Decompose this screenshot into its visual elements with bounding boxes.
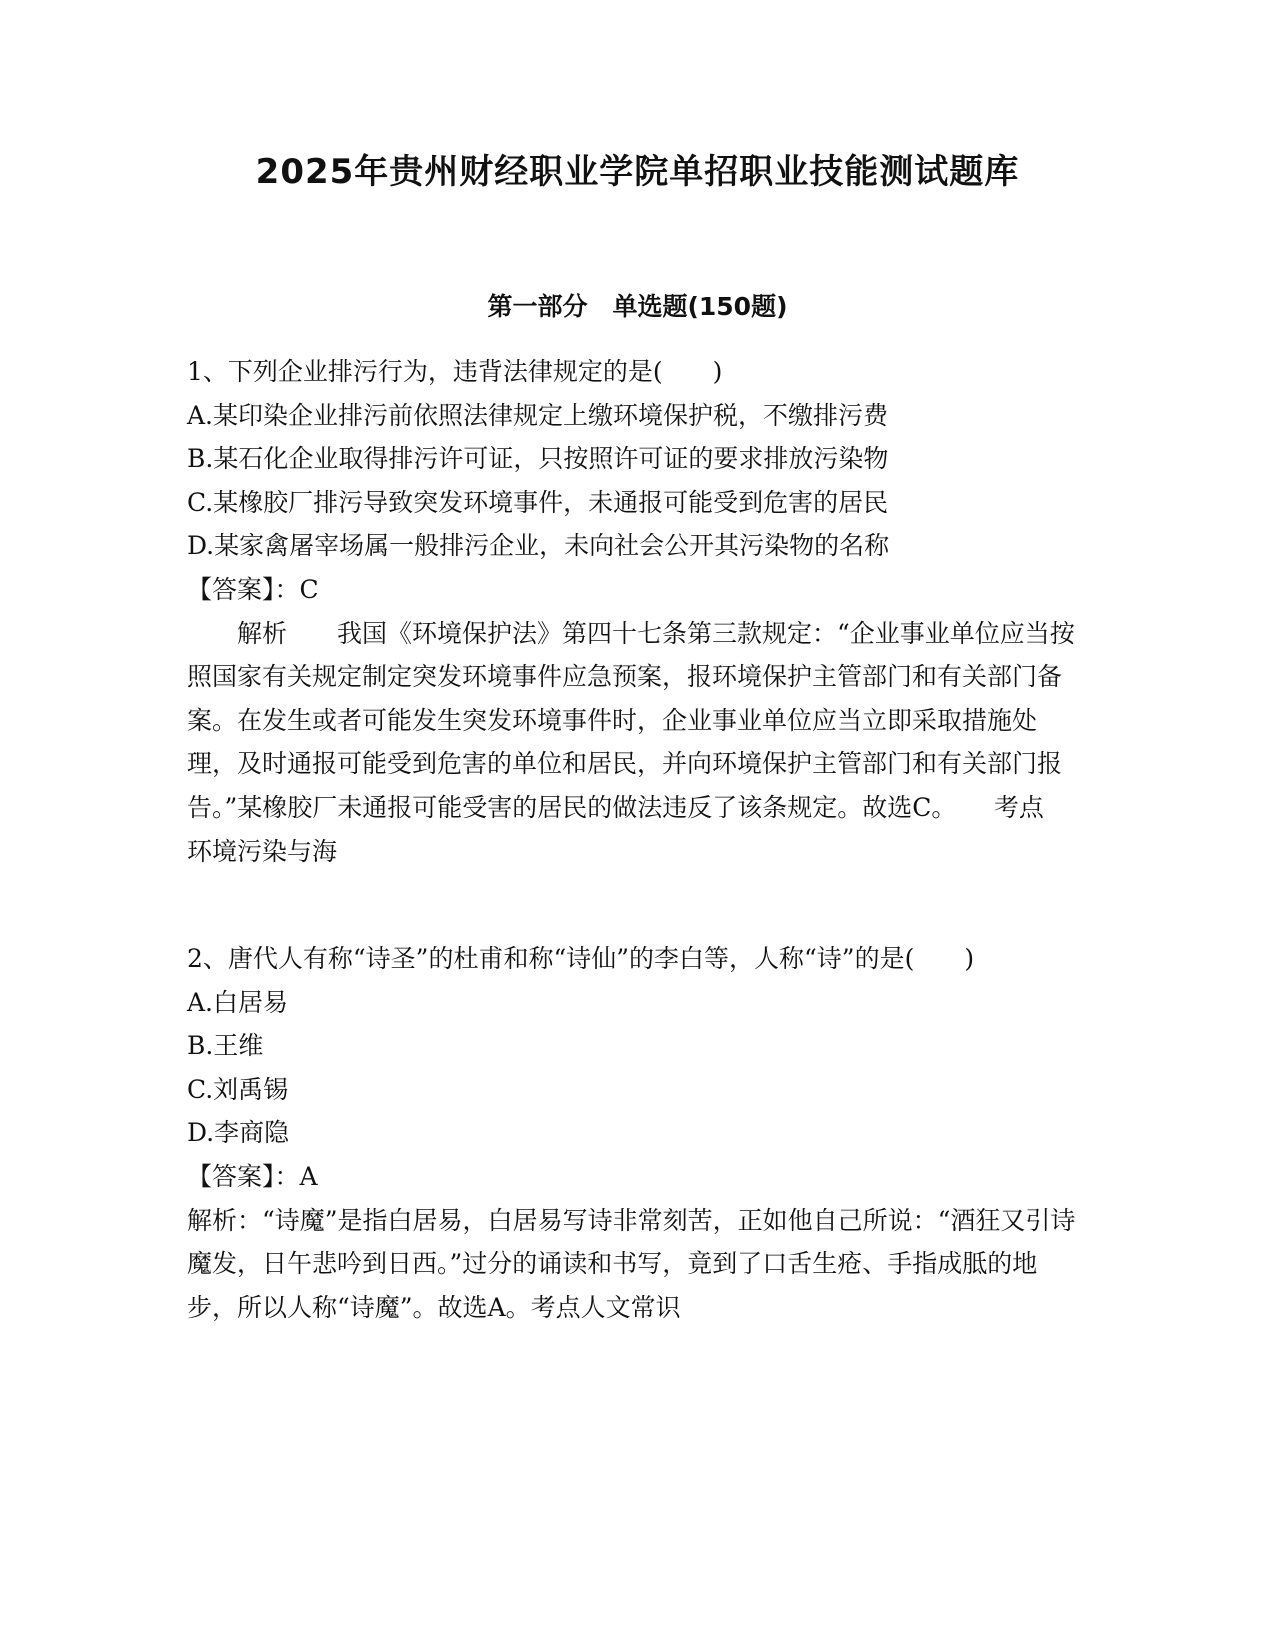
question-block bbox=[187, 937, 1082, 1329]
option-a: A.白居易 bbox=[187, 987, 289, 1017]
answer-line: 【答案】：A bbox=[187, 1161, 318, 1191]
question-stem: 2、唐代人有称“诗圣”的杜甫和称“诗仙”的李白等，人称“诗”的是( ) bbox=[187, 944, 975, 973]
answer-line: 【答案】：C bbox=[187, 574, 319, 604]
question-stem: 1、下列企业排污行为，违背法律规定的是( ) bbox=[187, 357, 723, 386]
section-heading: 第一部分 单选题(150题) bbox=[487, 292, 788, 321]
option-c: C.某橡胶厂排污导致突发环境事件，未通报可能受到危害的居民 bbox=[187, 487, 889, 517]
analysis-text: 解析 我国《环境保护法》第四十七条第三款规定：“企业事业单位应当按照国家有关规定制定突发环境事件应急预案，报环境保护主管部门和有关部门备案。在发生或者可能发生突发环境事件时，企业事业单位应当立即采取措施处理，及时通报可能受到危害的单位和居民，并向环境保护主管部门和有关部门报告。”某橡胶厂未通报可能受害的居民的做法违反了该条规定。故选C。 考点 环境污染与海 bbox=[187, 618, 1094, 866]
question-block bbox=[187, 350, 1094, 873]
option-b: B.王维 bbox=[187, 1031, 264, 1061]
option-a: A.某印染企业排污前依照法律规定上缴环境保护税，不缴排污费 bbox=[187, 400, 889, 430]
option-b: B.某石化企业取得排污许可证，只按照许可证的要求排放污染物 bbox=[187, 444, 889, 474]
option-d: D.李商隐 bbox=[187, 1118, 290, 1148]
document-title: 2025年贵州财经职业学院单招职业技能测试题库 bbox=[255, 152, 1020, 192]
option-d: D.某家禽屠宰场属一般排污企业，未向社会公开其污染物的名称 bbox=[187, 531, 890, 561]
analysis-text: 解析：“诗魔”是指白居易，白居易写诗非常刻苦，正如他自己所说：“酒狂又引诗魔发，日午悲吟到日西。”过分的诵读和书写，竟到了口舌生疮、手指成胝的地步，所以人称“诗魔”。故选A。考点人文常识 bbox=[187, 1205, 1076, 1322]
option-c: C.刘禹锡 bbox=[187, 1074, 289, 1104]
